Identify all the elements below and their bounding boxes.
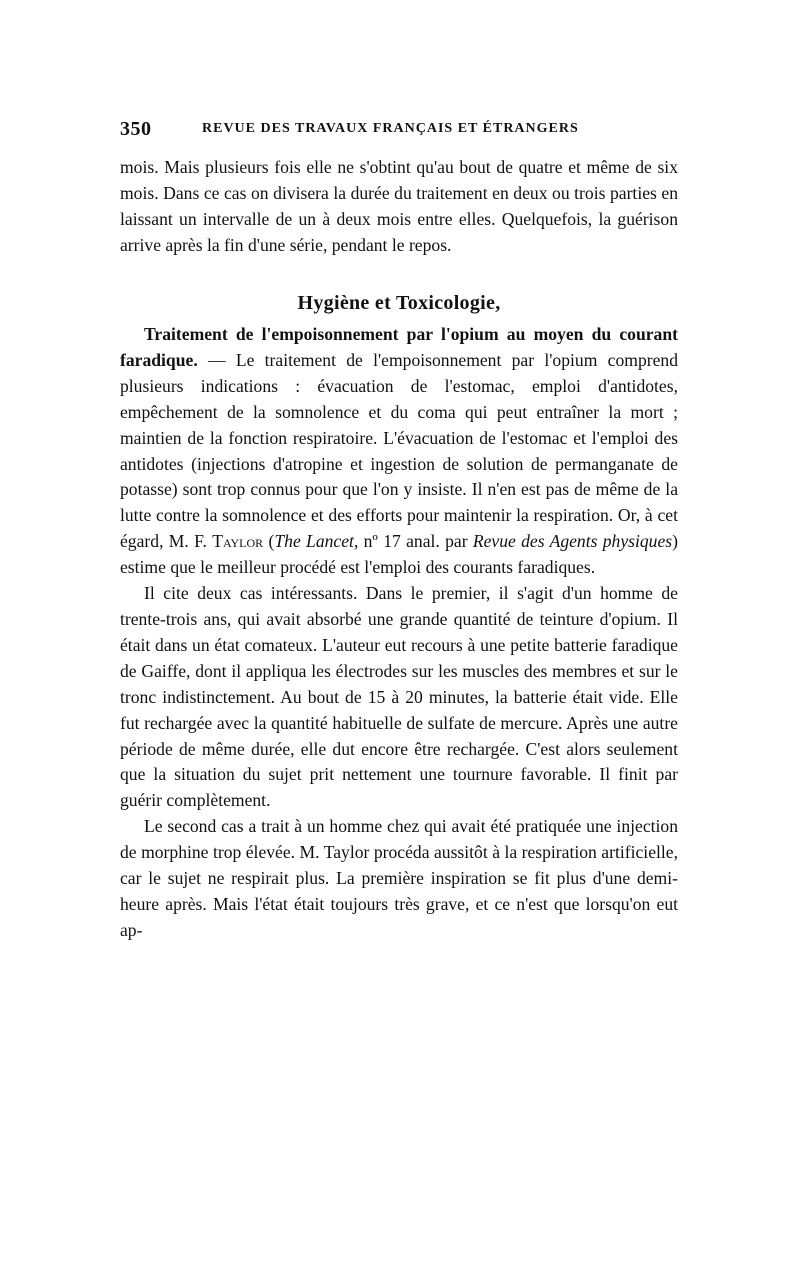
p1-text-b: ( [263, 531, 275, 552]
top-paragraph-block [120, 155, 678, 259]
article-title: Traitement de l'empoisonnement par l'opium au moyen du courant faradique. [120, 324, 678, 370]
revue-name: Revue des Agents physiques [472, 531, 673, 552]
p1-text-c: , nº 17 anal. par [353, 531, 473, 552]
p1-text-a: — Le traitement de l'empoisonnement par l'opium comprend plusieurs indications : évacuation de l'estomac, emploi d'antidotes, empêchement de la somnolence et du coma qui peut entraîner la mort ; maintien de la fonction respiratoire. L'évacuation de l'estomac et l'emploi des antidotes (injections d'atropine et ingestion de solution de permanganate de potasse) sont trop connus pour que l'on y insiste. Il n'en est pas de même de la lutte contre la somnolence et des efforts pour maintenir la respiration. Or, à cet égard, M. F. [120, 349, 678, 552]
page-header [120, 118, 680, 142]
section-title: Hygiène et Toxicologie, [297, 292, 501, 314]
article-body [120, 322, 678, 944]
running-head: REVUE DES TRAVAUX FRANÇAIS ET ÉTRANGERS [202, 121, 579, 136]
top-paragraph: mois. Mais plusieurs fois elle ne s'obtint qu'au bout de quatre et même de six mois. Dans ce cas on divisera la durée du traitement en deux ou trois parties en laissant un intervalle de un à deux mois entre elles. Quelquefois, la guérison arrive après la fin d'une série, pendant le repos. [120, 157, 678, 255]
p1-text-d: ) estime que le meilleur procédé est l'emploi des courants faradiques. [120, 531, 678, 578]
article-paragraph-3: Le second cas a trait à un homme chez qui avait été pratiquée une injection de morphine trop élevée. M. Taylor procéda aussitôt à la respiration artificielle, car le sujet ne respirait plus. La première inspiration se fit plus d'une demi-heure après. Mais l'état était toujours très grave, et ce n'est que lorsqu'on eut ap- [120, 816, 678, 940]
author-name: Taylor [212, 531, 264, 552]
journal-name: The Lancet [274, 531, 354, 552]
page-number: 350 [120, 118, 152, 140]
article-paragraph-1 [120, 322, 678, 581]
article-paragraph-2: Il cite deux cas intéressants. Dans le premier, il s'agit d'un homme de trente-trois ans, qui avait absorbé une grande quantité de teinture d'opium. Il était dans un état comateux. L'auteur eut recours à une petite batterie faradique de Gaiffe, dont il appliqua les électrodes sur les muscles des membres et sur le tronc indistinctement. Au bout de 15 à 20 minutes, la batterie était vide. Elle fut rechargée avec la quantité habituelle de sulfate de mercure. Après une autre période de même durée, elle dut encore être rechargée. C'est alors seulement que la situation du sujet prit nettement une tournure favorable. Il finit par guérir complètement. [120, 583, 678, 811]
